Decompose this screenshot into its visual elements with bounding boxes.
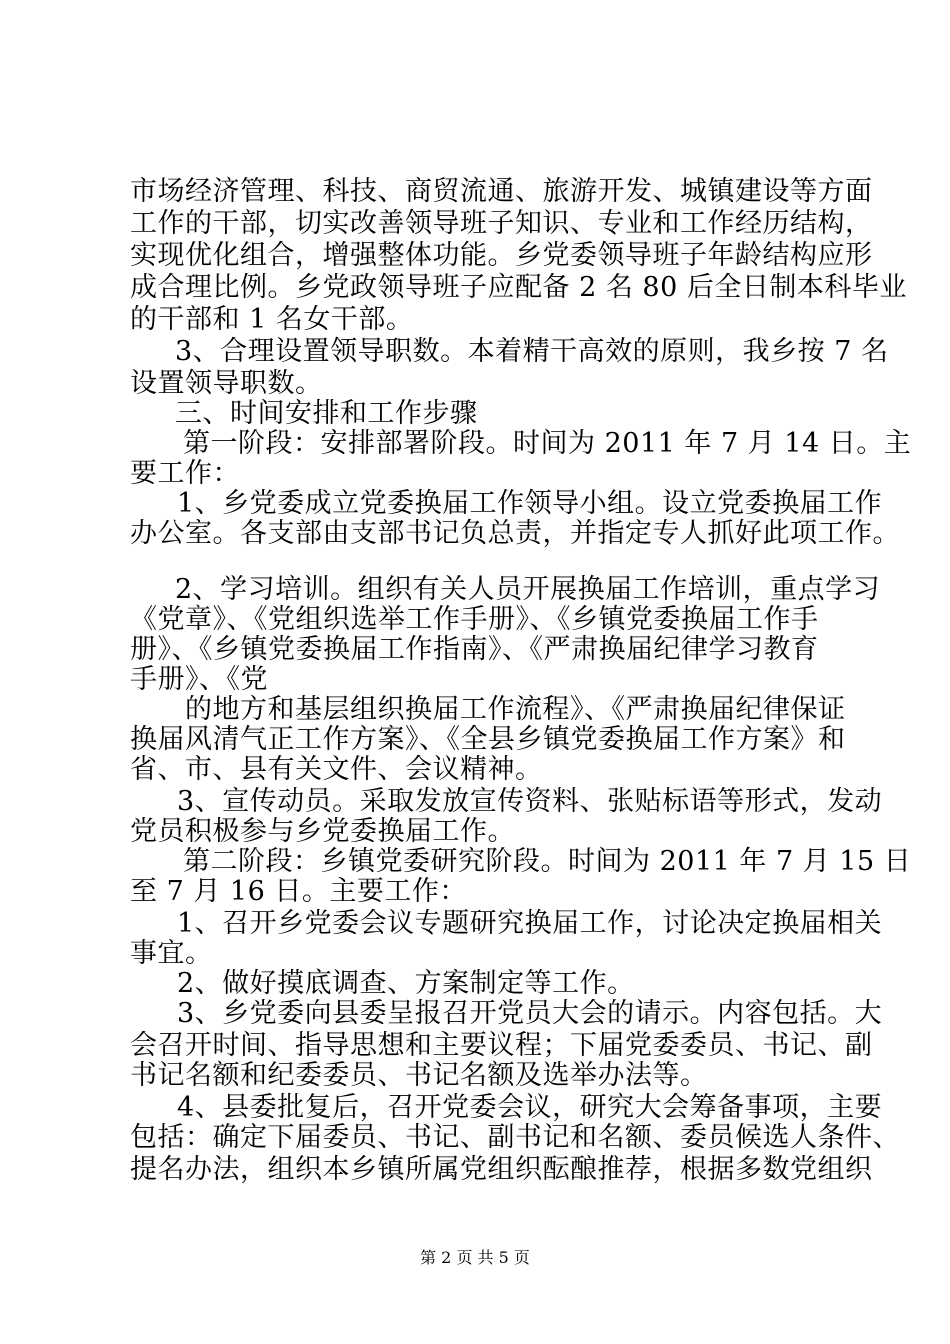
text-line: 包括：确定下届委员、书记、副书记和名额、委员候选人条件、 [130, 1122, 900, 1153]
text-line: 提名办法，组织本乡镇所属党组织酝酿推荐，根据多数党组织 [130, 1154, 873, 1185]
text-line: 《党章》、《党组织选举工作手册》、《乡镇党委换届工作手 [130, 604, 819, 635]
text-line: 事宜。 [130, 938, 213, 969]
text-line: 成合理比例。乡党政领导班子应配备 2 名 80 后全日制本科毕业 [130, 272, 907, 303]
text-line: 书记名额和纪委委员、书记名额及选举办法等。 [130, 1060, 708, 1091]
text-line: 3、乡党委向县委呈报召开党员大会的请示。内容包括。大 [177, 998, 883, 1029]
text-line: 工作的干部，切实改善领导班子知识、专业和工作经历结构， [130, 208, 873, 239]
section-heading: 三、时间安排和工作步骤 [175, 398, 478, 429]
text-line: 1、召开乡党委会议专题研究换届工作，讨论决定换届相关 [177, 908, 883, 939]
text-line: 办公室。各支部由支部书记负总责，并指定专人抓好此项工作。 [130, 518, 900, 549]
text-line: 册》、《乡镇党委换届工作指南》、《严肃换届纪律学习教育 [130, 634, 819, 665]
text-line: 实现优化组合，增强整体功能。乡党委领导班子年龄结构应形 [130, 240, 873, 271]
text-line: 市场经济管理、科技、商贸流通、旅游开发、城镇建设等方面 [130, 176, 873, 207]
text-line: 3、合理设置领导职数。本着精干高效的原则，我乡按 7 名 [175, 336, 889, 367]
text-line: 1、乡党委成立党委换届工作领导小组。设立党委换届工作 [177, 488, 883, 519]
text-line: 的地方和基层组织换届工作流程》、《严肃换届纪律保证 [185, 694, 846, 725]
text-line: 第二阶段：乡镇党委研究阶段。时间为 2011 年 7 月 15 日 [183, 846, 912, 877]
text-line: 设置领导职数。 [130, 368, 323, 399]
text-line: 至 7 月 16 日。主要工作： [130, 876, 467, 907]
text-line: 4、县委批复后，召开党委会议，研究大会筹备事项，主要 [177, 1092, 883, 1123]
text-line: 换届风清气正工作方案》、《全县乡镇党委换届工作方案》和 [130, 724, 846, 755]
text-line: 2、学习培训。组织有关人员开展换届工作培训，重点学习 [175, 574, 881, 605]
text-line: 会召开时间、指导思想和主要议程；下届党委委员、书记、副 [130, 1030, 873, 1061]
text-line: 要工作： [130, 458, 240, 489]
text-line: 党员积极参与乡党委换届工作。 [130, 816, 515, 847]
page-number-footer: 第 2 页 共 5 页 [420, 1248, 530, 1267]
text-line: 省、市、县有关文件、会议精神。 [130, 754, 543, 785]
text-line: 3、宣传动员。采取发放宣传资料、张贴标语等形式，发动 [177, 786, 883, 817]
text-line: 的干部和 1 名女干部。 [130, 304, 414, 335]
text-line: 2、做好摸底调查、方案制定等工作。 [177, 968, 635, 999]
text-line: 第一阶段：安排部署阶段。时间为 2011 年 7 月 14 日。主 [183, 428, 912, 459]
text-line: 手册》、《党 [130, 664, 268, 695]
